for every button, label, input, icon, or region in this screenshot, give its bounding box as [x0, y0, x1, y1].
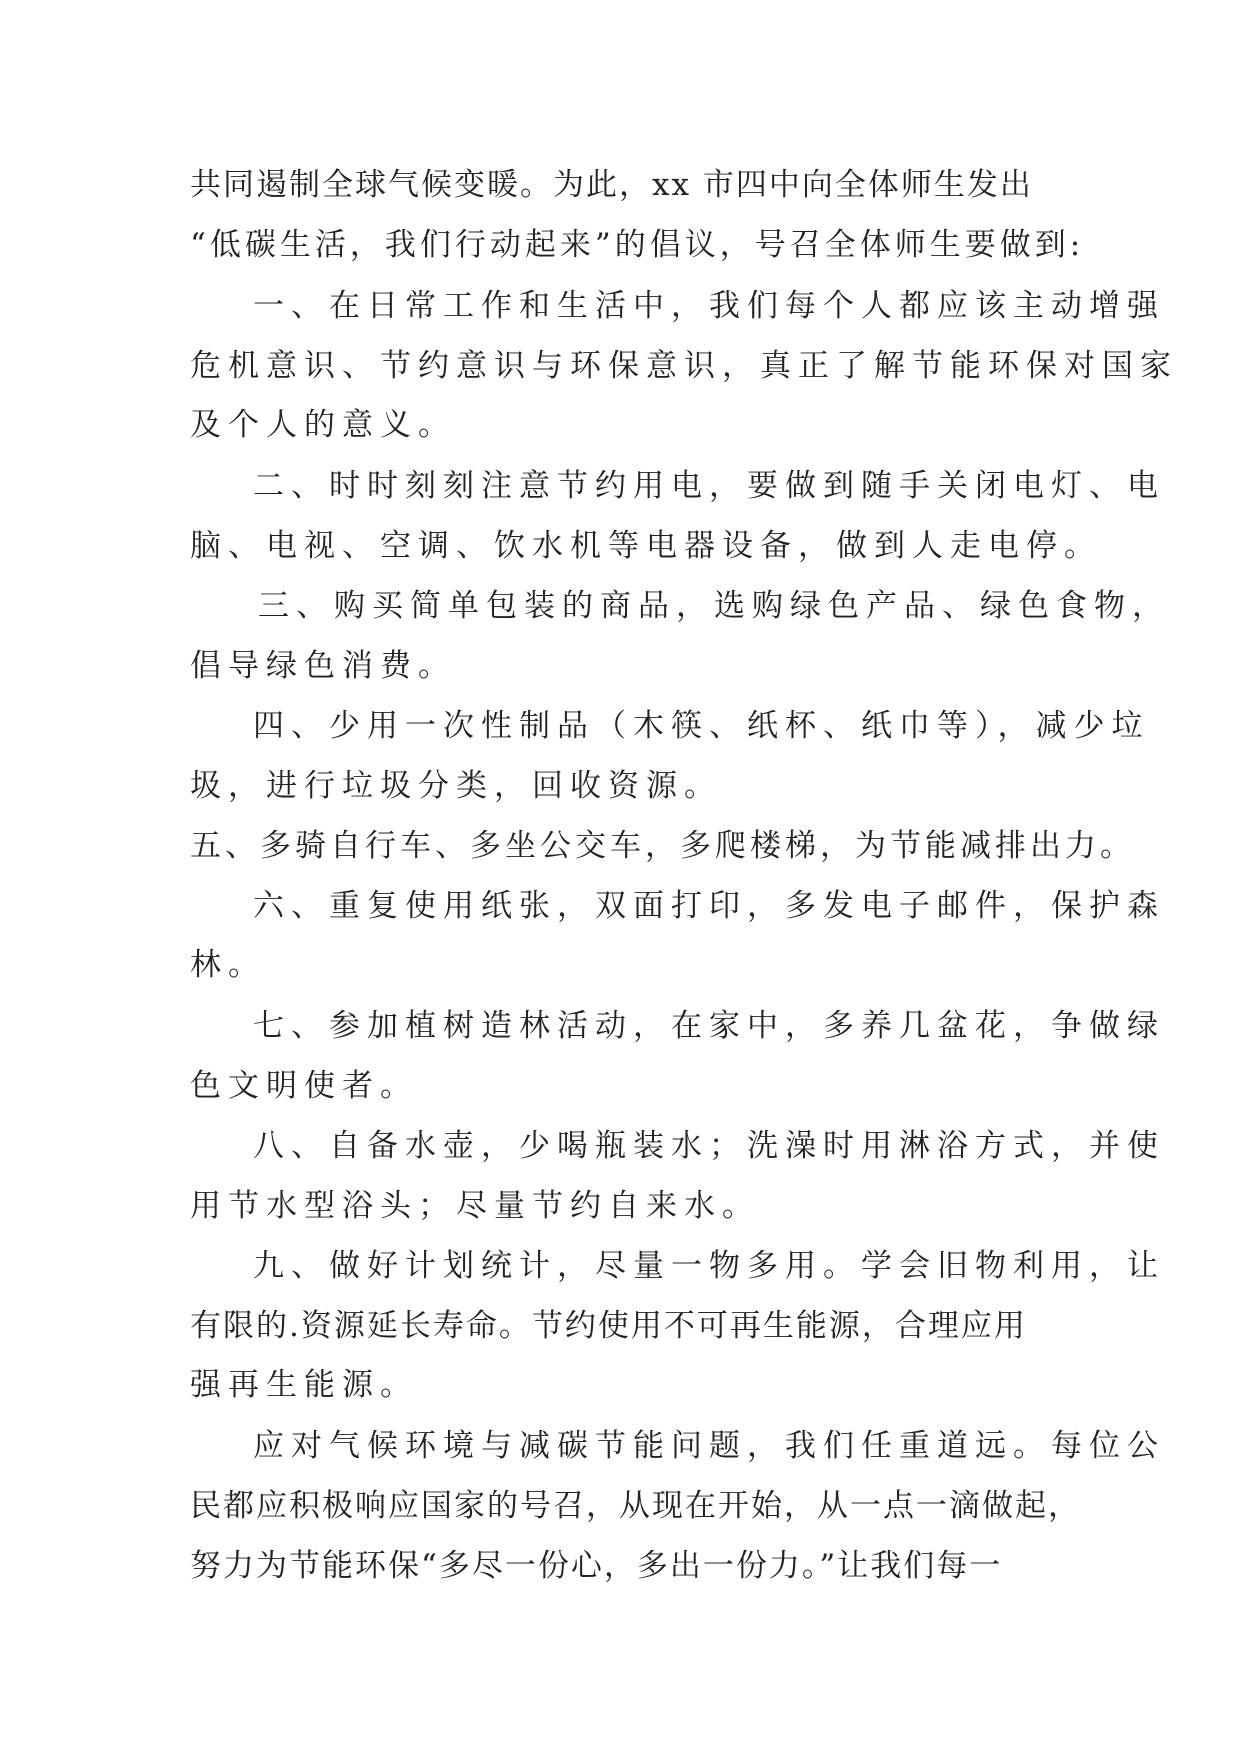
- text-line-17: 八、自备水壶，少喝瓶装水；洗澡时用淋浴方式，并使: [253, 1128, 1165, 1164]
- text-line-10: 四、少用一次性制品（木筷、纸杯、纸巾等），减少垃: [253, 708, 1150, 744]
- text-line-14: 林。: [190, 947, 266, 983]
- text-line-19: 九、做好计划统计，尽量一物多用。学会旧物利用，让: [253, 1248, 1165, 1284]
- text-line-7: 脑、电视、空调、饮水机等电器设备，做到人走电停。: [190, 528, 1102, 564]
- text-line-13: 六、重复使用纸张，双面打印，多发电子邮件，保护森: [253, 888, 1165, 924]
- text-line-2: “低碳生活，我们行动起来”的倡议，号召全体师生要做到:: [190, 227, 1085, 263]
- text-line-5: 及个人的意义。: [190, 407, 456, 443]
- text-line-24: 努力为节能环保“多尽一份心，多出一份力。”让我们每一: [190, 1548, 1003, 1584]
- text-line-12: 五、多骑自行车、多坐公交车，多爬楼梯，为节能减排出力。: [190, 828, 1135, 864]
- text-line-8: 三、购买简单包装的商品，选购绿色产品、绿色食物，: [258, 588, 1170, 624]
- text-line-11: 圾，进行垃圾分类，回收资源。: [190, 768, 722, 804]
- text-line-22: 应对气候环境与减碳节能问题，我们任重道远。每位公: [253, 1428, 1165, 1464]
- text-line-21: 强再生能源。: [190, 1367, 418, 1403]
- text-line-15: 七、参加植树造林活动，在家中，多养几盆花，争做绿: [253, 1008, 1165, 1044]
- text-line-18: 用节水型浴头；尽量节约自来水。: [190, 1188, 760, 1224]
- text-line-6: 二、时时刻刻注意节约用电，要做到随手关闭电灯、电: [253, 468, 1165, 504]
- text-line-9: 倡导绿色消费。: [190, 648, 456, 684]
- text-line-4: 危机意识、节约意识与环保意识，真正了解节能环保对国家: [190, 348, 1178, 384]
- text-line-3: 一、在日常工作和生活中，我们每个人都应该主动增强: [253, 288, 1165, 324]
- text-line-1: 共同遏制全球气候变暖。为此，xx 市四中向全体师生发出: [190, 167, 1033, 203]
- text-line-20: 有限的.资源延长寿命。节约使用不可再生能源，合理应用: [190, 1308, 1027, 1344]
- text-line-23: 民都应积极响应国家的号召，从现在开始，从一点一滴做起，: [190, 1488, 1081, 1524]
- text-line-16: 色文明使者。: [190, 1068, 418, 1104]
